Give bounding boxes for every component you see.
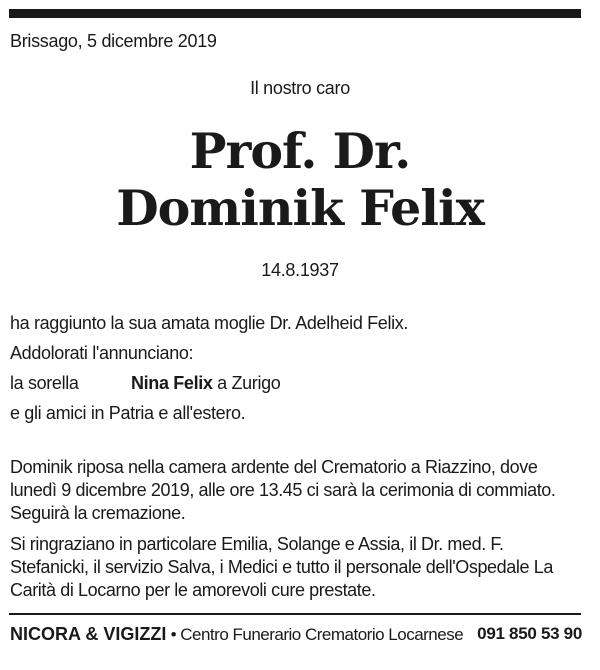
sister-name: Nina Felix xyxy=(131,373,213,393)
mourners-intro: Addolorati l'annunciano: xyxy=(10,343,194,363)
funeral-home-footer xyxy=(10,624,582,645)
place-date: Brissago, 5 dicembre 2019 xyxy=(10,31,217,51)
announcement-line: ha raggiunto la sua amata moglie Dr. Adelheid Felix. xyxy=(10,313,409,333)
funeral-home-phone: 091 850 53 90 xyxy=(477,624,582,643)
top-rule xyxy=(9,9,581,18)
sister-place: a Zurigo xyxy=(212,373,281,393)
footer-separator: • xyxy=(166,625,181,644)
sister-label: la sorella xyxy=(10,373,79,393)
funeral-home-brand: NICORA & VIGIZZI xyxy=(10,624,167,644)
sister-line xyxy=(10,373,280,394)
deceased-name: Dominik Felix xyxy=(116,179,484,237)
thanks-paragraph: Si ringraziano in particolare Emilia, Solange e Assia, il Dr. med. F. Stefanicki, il servizio Salva, i Medici e tutto il personale dell'Ospedale La Carità di Locarno per le amorevoli cure prestate. xyxy=(10,534,553,600)
ceremony-paragraph: Dominik riposa nella camera ardente del Crematorio a Riazzino, dove lunedì 9 dicembre 2019, alle ore 13.45 ci sarà la cerimonia di commiato. Seguirà la cremazione. xyxy=(10,457,556,523)
deceased-title: Prof. Dr. xyxy=(189,122,411,180)
birth-date: 14.8.1937 xyxy=(261,260,339,280)
intro-text: Il nostro caro xyxy=(250,78,350,98)
funeral-home-description: Centro Funerario Crematorio Locarnese xyxy=(180,625,464,644)
friends-line: e gli amici in Patria e all'estero. xyxy=(10,403,246,423)
bottom-rule xyxy=(9,613,581,615)
